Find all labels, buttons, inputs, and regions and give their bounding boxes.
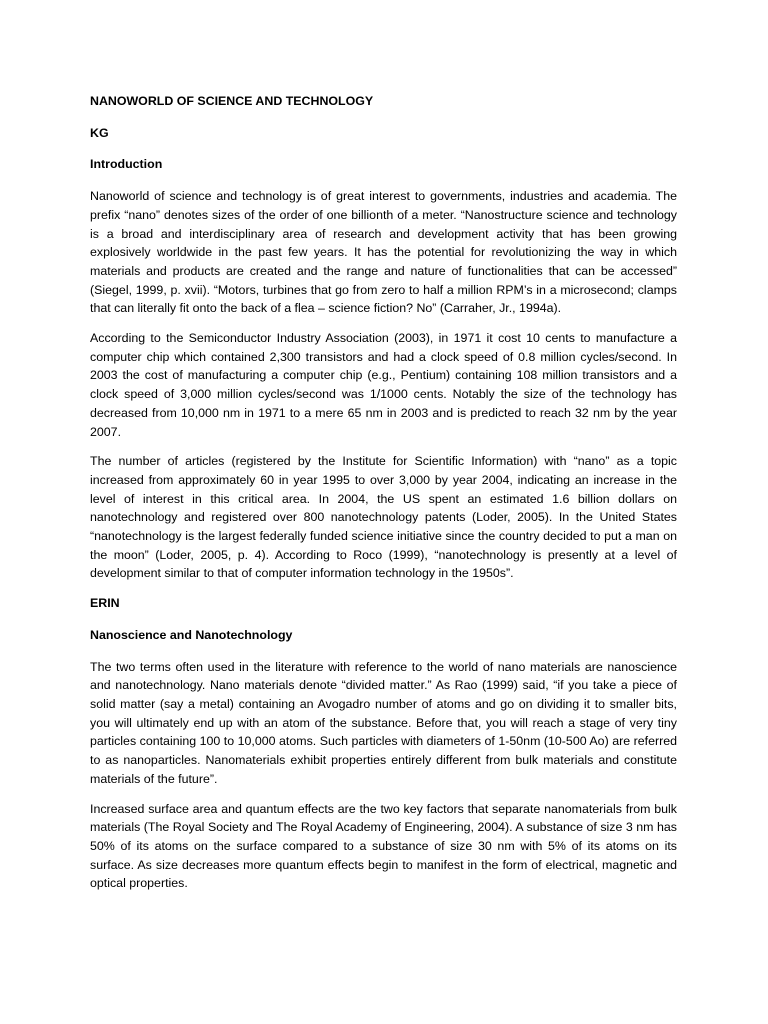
paragraph: The two terms often used in the literature with reference to the world of nano materials are nanoscience and nanotechnology. Nano materials denote “divided matter.” As Rao (1999) said, “if you take a piece of solid matter (say a metal) containing an Avogadro number of atoms and go on dividing it to smaller bits, you will ultimately end up with an atom of the substance. Before that, you will reach a stage of very tiny particles containing 100 to 10,000 atoms. Such particles with diameters of 1-50nm (10-500 Ao) are referred to as nanoparticles. Nanomaterials exhibit properties entirely different from bulk materials and constitute materials of the future”. — [90, 659, 677, 786]
author-label-erin: ERIN — [90, 596, 120, 611]
section-heading-introduction: Introduction — [90, 157, 163, 172]
paragraph: Nanoworld of science and technology is of great interest to governments, industries and academia. The prefix “nano” denotes sizes of the order of one billionth of a meter. “Nanostructure science and technology is a broad and interdisciplinary area of research and development activity that has been growing explosively worldwide in the past few years. It has the potential for revolutionizing the way in which materials and products are created and the range and nature of functionalities that can be accessed” (Siegel, 1999, p. xvii). “Motors, turbines that go from zero to half a million RPM’s in a microsecond; clamps that can literally fit onto the back of a flea – science fiction? No” (Carraher, Jr., 1994a). — [90, 189, 677, 316]
author-label-kg: KG — [90, 125, 109, 140]
document-title: NANOWORLD OF SCIENCE AND TECHNOLOGY — [90, 94, 374, 108]
paragraph: According to the Semiconductor Industry Association (2003), in 1971 it cost 10 cents to manufacture a computer chip which contained 2,300 transistors and had a clock speed of 0.8 million cycles/second. In 2003 the cost of manufacturing a computer chip (e.g., Pentium) containing 108 million transistors and a clock speed of 3,000 million cycles/second was 1/1000 cents. Notably the size of the technology has decreased from 10,000 nm in 1971 to a mere 65 nm in 2003 and is predicted to reach 32 nm by the year 2007. — [90, 331, 677, 439]
paragraph: The number of articles (registered by the Institute for Scientific Information) with “nano” as a topic increased from approximately 60 in year 1995 to over 3,000 by year 2004, indicating an increase in the level of interest in this critical area. In 2004, the US spent an estimated 1.6 billion dollars on nanotechnology and registered over 800 nanotechnology patents (Loder, 2005). In the United States “nanotechnology is the largest federally funded science initiative since the country decided to put a man on the moon” (Loder, 2005, p. 4). According to Roco (1999), “nanotechnology is presently at a level of development similar to that of computer information technology in the 1950s”. — [90, 454, 677, 581]
section-heading-nanoscience: Nanoscience and Nanotechnology — [90, 627, 293, 642]
paragraph: Increased surface area and quantum effects are the two key factors that separate nanomaterials from bulk materials (The Royal Society and The Royal Academy of Engineering, 2004). A substance of size 3 nm has 50% of its atoms on the surface compared to a substance of size 30 nm with 5% of its atoms on its surface. As size decreases more quantum effects begin to manifest in the form of electrical, magnetic and optical properties. — [90, 801, 677, 891]
